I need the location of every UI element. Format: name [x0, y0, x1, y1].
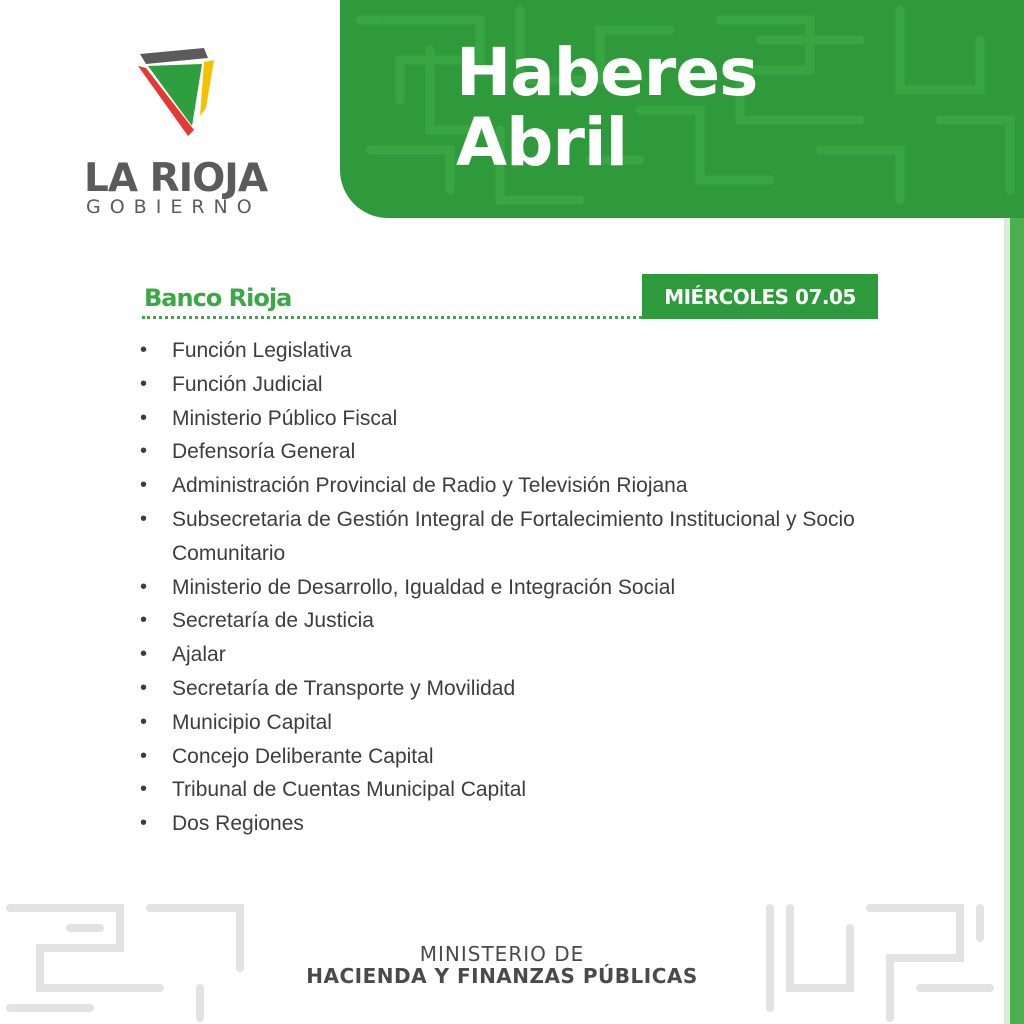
list-item: • Secretaría de Transporte y Movilidad: [140, 672, 880, 706]
list-item: • Ministerio Público Fiscal: [140, 402, 880, 436]
side-stripe: [1004, 218, 1024, 1024]
list-item: • Secretaría de Justicia: [140, 604, 880, 638]
list-item: • Ministerio de Desarrollo, Igualdad e Integración Social: [140, 571, 880, 605]
page-title: [456, 34, 758, 181]
list-item: • Municipio Capital: [140, 706, 880, 740]
la-rioja-logo-icon: [136, 44, 220, 140]
logo-name: LA RIOJA: [84, 156, 268, 201]
list-item: • Dos Regiones: [140, 807, 880, 841]
section-header: [142, 274, 878, 320]
logo-subtitle: GOBIERNO: [86, 196, 261, 218]
title-line-1: Haberes: [456, 34, 758, 111]
bank-name: Banco Rioja: [144, 284, 292, 312]
date-badge: MIÉRCOLES 07.05: [642, 274, 878, 319]
organism-list: [140, 334, 880, 841]
header-banner: [340, 0, 1024, 218]
dotted-divider: [142, 316, 642, 319]
logo: [80, 44, 290, 224]
footer-line-2: HACIENDA Y FINANZAS PÚBLICAS: [306, 964, 698, 988]
footer-ministry: [0, 943, 1004, 987]
list-item: • Defensoría General: [140, 435, 880, 469]
list-item: • Función Judicial: [140, 368, 880, 402]
list-item: • Ajalar: [140, 638, 880, 672]
footer-line-1: MINISTERIO DE: [419, 942, 585, 966]
list-item: • Subsecretaria de Gestión Integral de Fortalecimiento Institucional y Socio Comunitario: [140, 503, 880, 571]
list-item: • Tribunal de Cuentas Municipal Capital: [140, 773, 880, 807]
title-line-2: Abril: [456, 104, 628, 181]
list-item: • Función Legislativa: [140, 334, 880, 368]
list-item: • Concejo Deliberante Capital: [140, 740, 880, 774]
list-item: • Administración Provincial de Radio y Televisión Riojana: [140, 469, 880, 503]
